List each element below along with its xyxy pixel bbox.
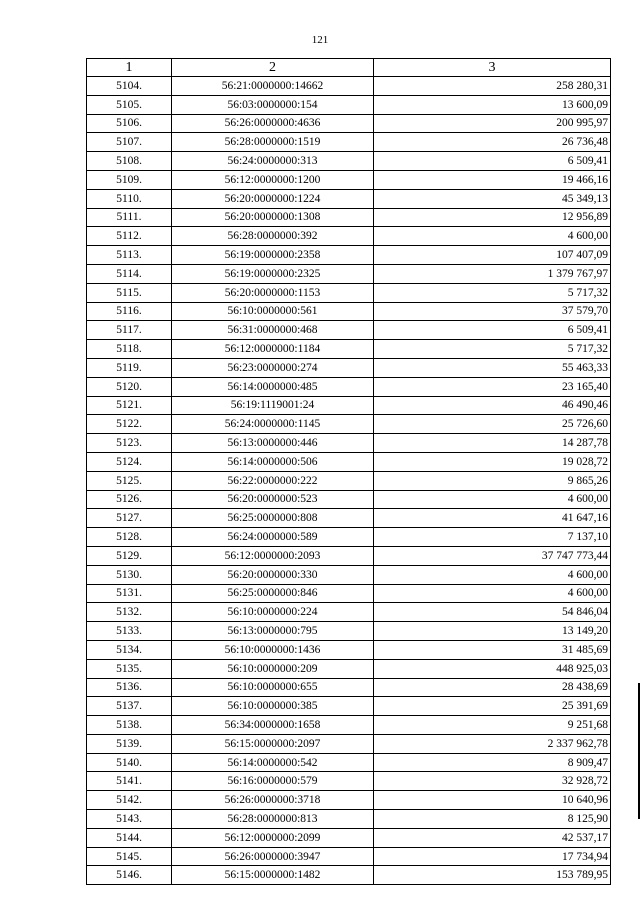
cadastral-number: 56:19:0000000:2358: [172, 246, 374, 265]
row-number: 5104.: [87, 77, 172, 96]
cadastral-number: 56:12:0000000:2093: [172, 546, 374, 565]
value-cell: 45 349,13: [374, 189, 611, 208]
value-cell: 5 717,32: [374, 283, 611, 302]
table-row: [87, 490, 611, 509]
row-number: 5105.: [87, 95, 172, 114]
value-cell: 6 509,41: [374, 152, 611, 171]
value-cell: 7 137,10: [374, 528, 611, 547]
table-row: [87, 227, 611, 246]
cadastral-number: 56:34:0000000:1658: [172, 716, 374, 735]
cadastral-number: 56:28:0000000:392: [172, 227, 374, 246]
value-cell: 42 537,17: [374, 828, 611, 847]
row-number: 5139.: [87, 734, 172, 753]
cadastral-number: 56:10:0000000:209: [172, 659, 374, 678]
cadastral-number: 56:13:0000000:446: [172, 434, 374, 453]
value-cell: 14 287,78: [374, 434, 611, 453]
table-row: [87, 753, 611, 772]
table-row: [87, 208, 611, 227]
value-cell: 32 928,72: [374, 772, 611, 791]
cadastral-number: 56:12:0000000:1200: [172, 170, 374, 189]
cadastral-number: 56:26:0000000:3718: [172, 791, 374, 810]
row-number: 5125.: [87, 471, 172, 490]
table-row: [87, 697, 611, 716]
row-number: 5107.: [87, 133, 172, 152]
data-table: [86, 58, 611, 885]
value-cell: 107 407,09: [374, 246, 611, 265]
value-cell: 19 028,72: [374, 452, 611, 471]
row-number: 5116.: [87, 302, 172, 321]
cadastral-number: 56:20:0000000:523: [172, 490, 374, 509]
value-cell: 55 463,33: [374, 358, 611, 377]
table-row: [87, 189, 611, 208]
row-number: 5119.: [87, 358, 172, 377]
table-row: [87, 866, 611, 885]
cadastral-number: 56:24:0000000:1145: [172, 415, 374, 434]
row-number: 5126.: [87, 490, 172, 509]
cadastral-number: 56:15:0000000:1482: [172, 866, 374, 885]
table-row: [87, 283, 611, 302]
cadastral-number: 56:23:0000000:274: [172, 358, 374, 377]
row-number: 5130.: [87, 565, 172, 584]
value-cell: 13 149,20: [374, 622, 611, 641]
row-number: 5129.: [87, 546, 172, 565]
table-row: [87, 772, 611, 791]
row-number: 5113.: [87, 246, 172, 265]
value-cell: 5 717,32: [374, 340, 611, 359]
value-cell: 9 865,26: [374, 471, 611, 490]
cadastral-number: 56:14:0000000:506: [172, 452, 374, 471]
row-number: 5146.: [87, 866, 172, 885]
cadastral-number: 56:14:0000000:542: [172, 753, 374, 772]
value-cell: 8 125,90: [374, 810, 611, 829]
cadastral-number: 56:10:0000000:655: [172, 678, 374, 697]
value-cell: 41 647,16: [374, 509, 611, 528]
column-header-1: 1: [87, 59, 172, 77]
value-cell: 4 600,00: [374, 490, 611, 509]
row-number: 5134.: [87, 640, 172, 659]
row-number: 5112.: [87, 227, 172, 246]
table-row: [87, 77, 611, 96]
value-cell: 10 640,96: [374, 791, 611, 810]
table-row: [87, 810, 611, 829]
cadastral-number: 56:21:0000000:14662: [172, 77, 374, 96]
row-number: 5111.: [87, 208, 172, 227]
table-row: [87, 716, 611, 735]
row-number: 5108.: [87, 152, 172, 171]
cadastral-number: 56:24:0000000:313: [172, 152, 374, 171]
table-row: [87, 734, 611, 753]
header-row: [87, 59, 611, 77]
value-cell: 23 165,40: [374, 377, 611, 396]
table-row: [87, 509, 611, 528]
cadastral-number: 56:03:0000000:154: [172, 95, 374, 114]
value-cell: 200 995,97: [374, 114, 611, 133]
row-number: 5124.: [87, 452, 172, 471]
row-number: 5128.: [87, 528, 172, 547]
value-cell: 25 726,60: [374, 415, 611, 434]
row-number: 5118.: [87, 340, 172, 359]
table-row: [87, 434, 611, 453]
value-cell: 153 789,95: [374, 866, 611, 885]
row-number: 5117.: [87, 321, 172, 340]
cadastral-number: 56:22:0000000:222: [172, 471, 374, 490]
row-number: 5142.: [87, 791, 172, 810]
table-row: [87, 546, 611, 565]
value-cell: 19 466,16: [374, 170, 611, 189]
value-cell: 448 925,03: [374, 659, 611, 678]
cadastral-number: 56:13:0000000:795: [172, 622, 374, 641]
row-number: 5132.: [87, 603, 172, 622]
cadastral-number: 56:24:0000000:589: [172, 528, 374, 547]
row-number: 5133.: [87, 622, 172, 641]
cadastral-number: 56:15:0000000:2097: [172, 734, 374, 753]
cadastral-number: 56:26:0000000:3947: [172, 847, 374, 866]
row-number: 5110.: [87, 189, 172, 208]
row-number: 5131.: [87, 584, 172, 603]
cadastral-number: 56:10:0000000:1436: [172, 640, 374, 659]
table-row: [87, 152, 611, 171]
cadastral-number: 56:31:0000000:468: [172, 321, 374, 340]
row-number: 5136.: [87, 678, 172, 697]
cadastral-number: 56:10:0000000:561: [172, 302, 374, 321]
table-row: [87, 678, 611, 697]
row-number: 5114.: [87, 264, 172, 283]
table-row: [87, 528, 611, 547]
table-row: [87, 358, 611, 377]
value-cell: 37 579,70: [374, 302, 611, 321]
cadastral-number: 56:10:0000000:224: [172, 603, 374, 622]
table-row: [87, 396, 611, 415]
table-row: [87, 377, 611, 396]
row-number: 5106.: [87, 114, 172, 133]
cadastral-number: 56:25:0000000:846: [172, 584, 374, 603]
table-row: [87, 302, 611, 321]
cadastral-number: 56:20:0000000:1224: [172, 189, 374, 208]
row-number: 5145.: [87, 847, 172, 866]
cadastral-number: 56:19:0000000:2325: [172, 264, 374, 283]
table-row: [87, 321, 611, 340]
row-number: 5138.: [87, 716, 172, 735]
table-row: [87, 603, 611, 622]
table-row: [87, 264, 611, 283]
row-number: 5135.: [87, 659, 172, 678]
value-cell: 17 734,94: [374, 847, 611, 866]
value-cell: 25 391,69: [374, 697, 611, 716]
cadastral-number: 56:12:0000000:2099: [172, 828, 374, 847]
row-number: 5137.: [87, 697, 172, 716]
table-row: [87, 340, 611, 359]
cadastral-number: 56:20:0000000:1308: [172, 208, 374, 227]
table-row: [87, 828, 611, 847]
table-row: [87, 415, 611, 434]
row-number: 5109.: [87, 170, 172, 189]
cadastral-number: 56:20:0000000:1153: [172, 283, 374, 302]
table-row: [87, 791, 611, 810]
row-number: 5141.: [87, 772, 172, 791]
row-number: 5121.: [87, 396, 172, 415]
cadastral-number: 56:16:0000000:579: [172, 772, 374, 791]
cadastral-number: 56:26:0000000:4636: [172, 114, 374, 133]
cadastral-number: 56:20:0000000:330: [172, 565, 374, 584]
row-number: 5140.: [87, 753, 172, 772]
cadastral-number: 56:14:0000000:485: [172, 377, 374, 396]
table-row: [87, 847, 611, 866]
value-cell: 54 846,04: [374, 603, 611, 622]
value-cell: 4 600,00: [374, 584, 611, 603]
value-cell: 9 251,68: [374, 716, 611, 735]
table-row: [87, 95, 611, 114]
column-header-2: 2: [172, 59, 374, 77]
table-row: [87, 170, 611, 189]
value-cell: 4 600,00: [374, 565, 611, 584]
value-cell: 13 600,09: [374, 95, 611, 114]
row-number: 5120.: [87, 377, 172, 396]
value-cell: 26 736,48: [374, 133, 611, 152]
table-row: [87, 246, 611, 265]
row-number: 5127.: [87, 509, 172, 528]
row-number: 5123.: [87, 434, 172, 453]
column-header-3: 3: [374, 59, 611, 77]
table-body: [87, 77, 611, 885]
table-row: [87, 622, 611, 641]
value-cell: 258 280,31: [374, 77, 611, 96]
value-cell: 28 438,69: [374, 678, 611, 697]
value-cell: 1 379 767,97: [374, 264, 611, 283]
value-cell: 31 485,69: [374, 640, 611, 659]
cadastral-number: 56:28:0000000:1519: [172, 133, 374, 152]
cadastral-number: 56:25:0000000:808: [172, 509, 374, 528]
value-cell: 4 600,00: [374, 227, 611, 246]
value-cell: 2 337 962,78: [374, 734, 611, 753]
table-row: [87, 452, 611, 471]
value-cell: 6 509,41: [374, 321, 611, 340]
value-cell: 46 490,46: [374, 396, 611, 415]
page-number: 121: [311, 34, 329, 46]
table-header: [87, 59, 611, 77]
value-cell: 12 956,89: [374, 208, 611, 227]
row-number: 5143.: [87, 810, 172, 829]
table-row: [87, 640, 611, 659]
table-row: [87, 584, 611, 603]
row-number: 5115.: [87, 283, 172, 302]
table-row: [87, 659, 611, 678]
value-cell: 8 909,47: [374, 753, 611, 772]
cadastral-number: 56:19:1119001:24: [172, 396, 374, 415]
row-number: 5122.: [87, 415, 172, 434]
cadastral-number: 56:10:0000000:385: [172, 697, 374, 716]
table-row: [87, 114, 611, 133]
table-row: [87, 471, 611, 490]
table-row: [87, 133, 611, 152]
value-cell: 37 747 773,44: [374, 546, 611, 565]
cadastral-number: 56:12:0000000:1184: [172, 340, 374, 359]
row-number: 5144.: [87, 828, 172, 847]
table-row: [87, 565, 611, 584]
cadastral-number: 56:28:0000000:813: [172, 810, 374, 829]
